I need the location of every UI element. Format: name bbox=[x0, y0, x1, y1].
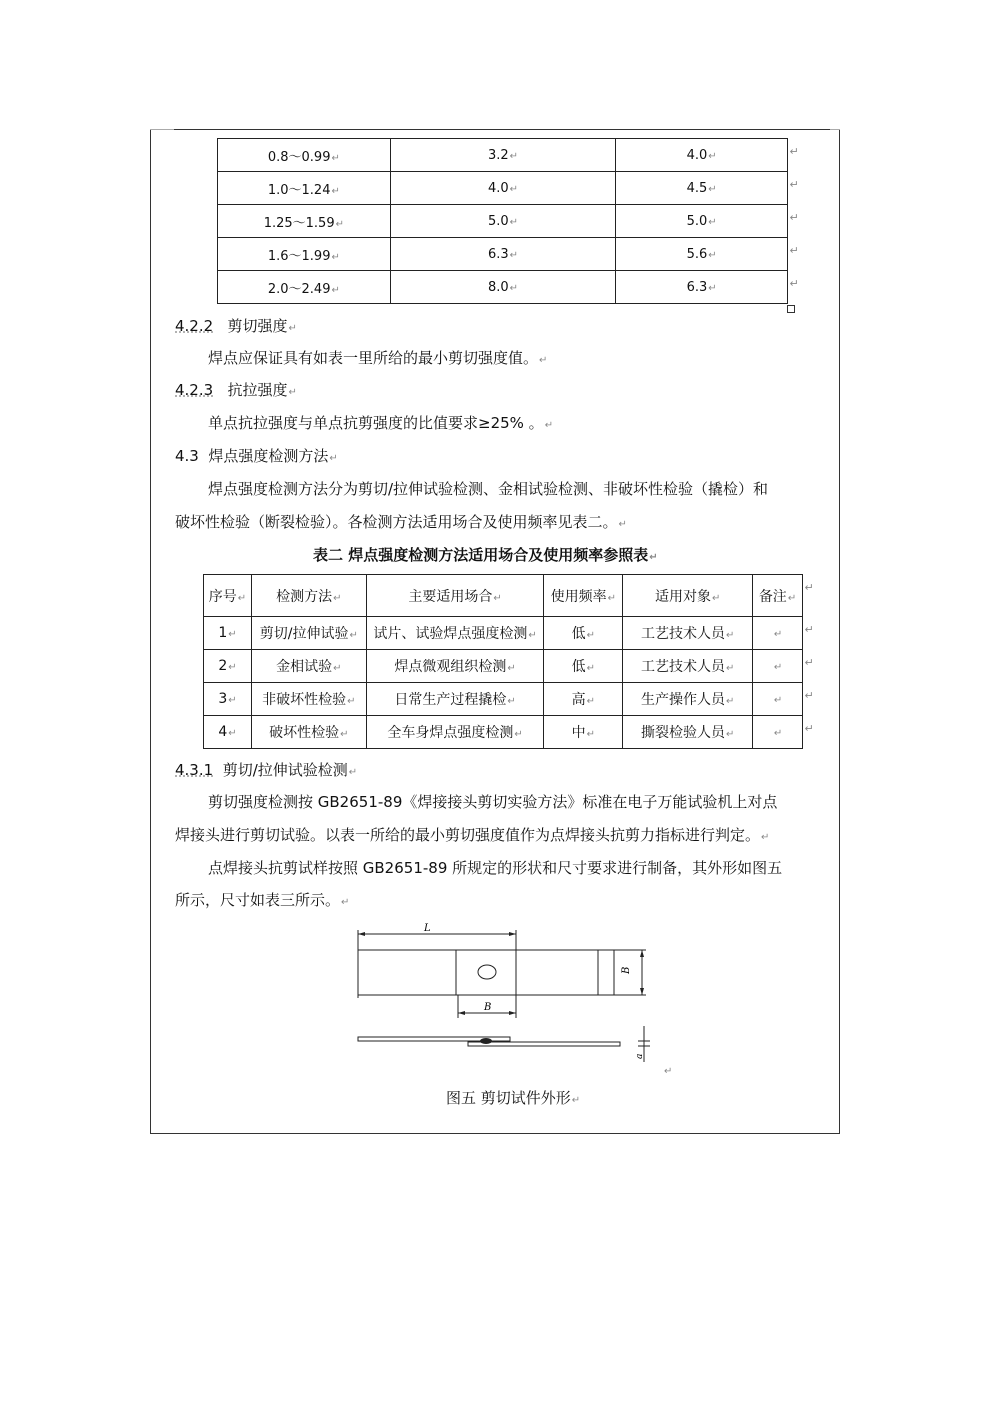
table-cell: 3.2↵ bbox=[390, 139, 616, 172]
cell-value: 日常生产过程撬检 bbox=[394, 692, 507, 708]
row-end-mark: ↵ bbox=[789, 243, 799, 257]
table-cell: 1.25～1.59↵ bbox=[218, 205, 391, 238]
cell-value: 撕裂检验人员 bbox=[640, 725, 725, 741]
caption-text: 表二 焊点强度检测方法适用场合及使用频率参照表 bbox=[313, 546, 649, 564]
dimension-label-L: L bbox=[424, 923, 431, 934]
table-row bbox=[204, 716, 803, 749]
table-row bbox=[204, 650, 803, 683]
detection-methods-table bbox=[203, 574, 803, 749]
cell-value: 高 bbox=[571, 692, 586, 708]
table-cell: 1.0～1.24↵ bbox=[218, 172, 391, 205]
paragraph-line: 点焊接头抗剪试样按照 GB2651-89 所规定的形状和尺寸要求进行制备，其外形如图五 bbox=[208, 859, 783, 877]
table-cell: 金相试验↵ bbox=[251, 650, 366, 683]
heading-4-3-1: 4.3.1 剪切/拉伸试验检测↵ bbox=[175, 761, 358, 779]
row-end-mark: ↵ bbox=[804, 721, 814, 735]
cell-value: 6.3 bbox=[686, 279, 708, 295]
table-row bbox=[218, 271, 788, 304]
cell-value: 1 bbox=[218, 625, 228, 641]
row-end-mark: ↵ bbox=[804, 622, 814, 636]
row-end-mark: ↵ bbox=[789, 177, 799, 191]
section-title: 剪切强度 bbox=[227, 317, 288, 335]
table-cell: 3↵ bbox=[204, 683, 252, 716]
table-header-row bbox=[204, 575, 803, 617]
column-header: 检测方法↵ bbox=[251, 575, 366, 617]
cell-value: 工艺技术人员 bbox=[640, 626, 725, 642]
table-cell: 低↵ bbox=[544, 617, 623, 650]
cell-value: 0.8～0.99 bbox=[267, 149, 331, 165]
section-title: 抗拉强度 bbox=[227, 381, 288, 399]
table-cell: 高↵ bbox=[544, 683, 623, 716]
paragraph-line: 所示，尺寸如表三所示。↵ bbox=[175, 891, 350, 909]
table-row bbox=[218, 205, 788, 238]
table-cell: 撕裂检验人员↵ bbox=[623, 716, 753, 749]
cell-value: 5.6 bbox=[686, 246, 708, 262]
paragraph-text: 焊点应保证具有如表一里所给的最小剪切强度值。 bbox=[208, 349, 539, 367]
paragraph-text: 单点抗拉强度与单点抗剪强度的比值要求≥25% 。 bbox=[208, 414, 544, 432]
table-cell: 2↵ bbox=[204, 650, 252, 683]
table-cell: 低↵ bbox=[544, 650, 623, 683]
table-cell: 5.0↵ bbox=[390, 205, 616, 238]
cell-value: 工艺技术人员 bbox=[640, 659, 725, 675]
table-cell: 工艺技术人员↵ bbox=[623, 617, 753, 650]
table-cell: 8.0↵ bbox=[390, 271, 616, 304]
cell-value: 1.0～1.24 bbox=[267, 182, 331, 198]
row-end-mark: ↵ bbox=[804, 688, 814, 702]
paragraph-text: 焊接头进行剪切试验。以表一所给的最小剪切强度值作为点焊接头抗剪力指标进行判定。 bbox=[175, 826, 761, 844]
table-row bbox=[218, 238, 788, 271]
table-cell: 日常生产过程撬检↵ bbox=[366, 683, 544, 716]
cell-value: 4.0 bbox=[686, 147, 708, 163]
cell-value: 5.0 bbox=[686, 213, 708, 229]
cell-value: 低 bbox=[571, 626, 586, 642]
row-end-mark: ↵ bbox=[789, 144, 799, 158]
heading-4-3: 4.3 焊点强度检测方法↵ bbox=[175, 447, 338, 465]
table-row bbox=[204, 617, 803, 650]
cell-value: 3.2 bbox=[487, 147, 509, 163]
section-number: 4.3.1 bbox=[175, 761, 214, 779]
table-cell: 5.0↵ bbox=[616, 205, 788, 238]
table-cell: 4.0↵ bbox=[616, 139, 788, 172]
table-cell: ↵ bbox=[753, 650, 803, 683]
table-row bbox=[218, 172, 788, 205]
cell-value: 5.0 bbox=[487, 213, 509, 229]
cell-value: 8.0 bbox=[487, 279, 509, 295]
heading-4-2-2: 4.2.2 剪切强度↵ bbox=[175, 317, 297, 335]
cell-value: 4.0 bbox=[487, 180, 509, 196]
cell-value: 1.25～1.59 bbox=[263, 215, 335, 231]
heading-4-2-3: 4.2.3 抗拉强度↵ bbox=[175, 381, 297, 399]
table-cell: 6.3↵ bbox=[616, 271, 788, 304]
paragraph-line: 剪切强度检测按 GB2651-89《焊接接头剪切实验方法》标准在电子万能试验机上对点 bbox=[208, 793, 778, 811]
paragraph-text: 所示，尺寸如表三所示。 bbox=[175, 891, 341, 909]
table-cell: 剪切/拉伸试验↵ bbox=[251, 617, 366, 650]
section-title: 焊点强度检测方法 bbox=[208, 447, 329, 465]
cell-value: 金相试验 bbox=[276, 659, 333, 675]
dimension-label-B-overlap: B bbox=[484, 1002, 492, 1013]
cell-value: 破坏性检验 bbox=[269, 725, 340, 741]
table-cell: 非破坏性检验↵ bbox=[251, 683, 366, 716]
column-header: 序号↵ bbox=[204, 575, 252, 617]
table-caption: 表二 焊点强度检测方法适用场合及使用频率参照表↵ bbox=[313, 546, 658, 564]
cell-value: 3 bbox=[218, 691, 228, 707]
table-cell: 工艺技术人员↵ bbox=[623, 650, 753, 683]
table-cell: 1.6～1.99↵ bbox=[218, 238, 391, 271]
specimen-drawing bbox=[352, 922, 682, 1082]
column-header: 使用频率↵ bbox=[544, 575, 623, 617]
column-header: 适用对象↵ bbox=[623, 575, 753, 617]
column-header: 主要适用场合↵ bbox=[366, 575, 544, 617]
table-row bbox=[218, 139, 788, 172]
cell-value: 低 bbox=[571, 659, 586, 675]
section-number: 4.2.2 bbox=[175, 317, 214, 335]
paragraph-mark: ↵ bbox=[664, 1066, 673, 1077]
cell-value: 4.5 bbox=[686, 180, 708, 196]
paragraph: 单点抗拉强度与单点抗剪强度的比值要求≥25% 。↵ bbox=[208, 414, 554, 432]
table-row bbox=[204, 683, 803, 716]
table-cell: 6.3↵ bbox=[390, 238, 616, 271]
figure-caption: 图五 剪切试件外形↵ bbox=[446, 1089, 581, 1107]
dimension-label-B-width: B bbox=[621, 966, 632, 974]
cell-value: 生产操作人员 bbox=[640, 692, 725, 708]
paragraph-line: 破坏性检验（断裂检验）。各检测方法适用场合及使用频率见表二。↵ bbox=[175, 513, 627, 531]
paragraph-line: 焊点强度检测方法分为剪切/拉伸试验检测、金相试验检测、非破坏性检验（撬检）和 bbox=[208, 480, 769, 498]
paragraph-text: 破坏性检验（断裂检验）。各检测方法适用场合及使用频率见表二。 bbox=[175, 513, 618, 531]
cell-value: 2 bbox=[218, 658, 228, 674]
cell-value: 非破坏性检验 bbox=[262, 692, 347, 708]
column-header: 备注↵ bbox=[753, 575, 803, 617]
cell-value: 4 bbox=[218, 724, 228, 740]
table-cell: 0.8～0.99↵ bbox=[218, 139, 391, 172]
table-cell: 中↵ bbox=[544, 716, 623, 749]
table-cell: 5.6↵ bbox=[616, 238, 788, 271]
cell-value: 全车身焊点强度检测 bbox=[387, 725, 514, 741]
page-corner-mark bbox=[830, 129, 840, 138]
caption-text: 图五 剪切试件外形 bbox=[446, 1089, 571, 1107]
table-cell: 生产操作人员↵ bbox=[623, 683, 753, 716]
table-cell: 4↵ bbox=[204, 716, 252, 749]
cell-value: 中 bbox=[571, 725, 586, 741]
table-cell: 1↵ bbox=[204, 617, 252, 650]
row-end-mark: ↵ bbox=[804, 655, 814, 669]
table-cell: 焊点微观组织检测↵ bbox=[366, 650, 544, 683]
paragraph: 焊点应保证具有如表一里所给的最小剪切强度值。↵ bbox=[208, 349, 548, 367]
table-cell: ↵ bbox=[753, 716, 803, 749]
row-end-mark: ↵ bbox=[789, 210, 799, 224]
table-cell: ↵ bbox=[753, 617, 803, 650]
cell-value: 2.0～2.49 bbox=[267, 281, 331, 297]
cell-value: 焊点微观组织检测 bbox=[394, 659, 507, 675]
table-cell: ↵ bbox=[753, 683, 803, 716]
cell-value: 试片、试验焊点强度检测 bbox=[373, 626, 528, 642]
table-resize-handle[interactable] bbox=[787, 305, 795, 313]
cell-value: 6.3 bbox=[487, 246, 509, 262]
paragraph-line: 焊接头进行剪切试验。以表一所给的最小剪切强度值作为点焊接头抗剪力指标进行判定。↵ bbox=[175, 826, 770, 844]
table-cell: 破坏性检验↵ bbox=[251, 716, 366, 749]
table-cell: 2.0～2.49↵ bbox=[218, 271, 391, 304]
min-shear-strength-table bbox=[217, 138, 788, 304]
shear-specimen-figure bbox=[352, 922, 682, 1086]
section-title: 剪切/拉伸试验检测 bbox=[222, 761, 348, 779]
dimension-label-a: a bbox=[635, 1053, 645, 1059]
section-number: 4.2.3 bbox=[175, 381, 214, 399]
table-cell: 4.5↵ bbox=[616, 172, 788, 205]
section-number: 4.3 bbox=[175, 447, 199, 465]
row-end-mark: ↵ bbox=[789, 276, 799, 290]
table-cell: 全车身焊点强度检测↵ bbox=[366, 716, 544, 749]
cell-value: 1.6～1.99 bbox=[267, 248, 331, 264]
cell-value: 剪切/拉伸试验 bbox=[259, 626, 349, 642]
table-cell: 4.0↵ bbox=[390, 172, 616, 205]
row-end-mark: ↵ bbox=[804, 580, 814, 594]
table-cell: 试片、试验焊点强度检测↵ bbox=[366, 617, 544, 650]
page-corner-mark bbox=[150, 129, 174, 138]
